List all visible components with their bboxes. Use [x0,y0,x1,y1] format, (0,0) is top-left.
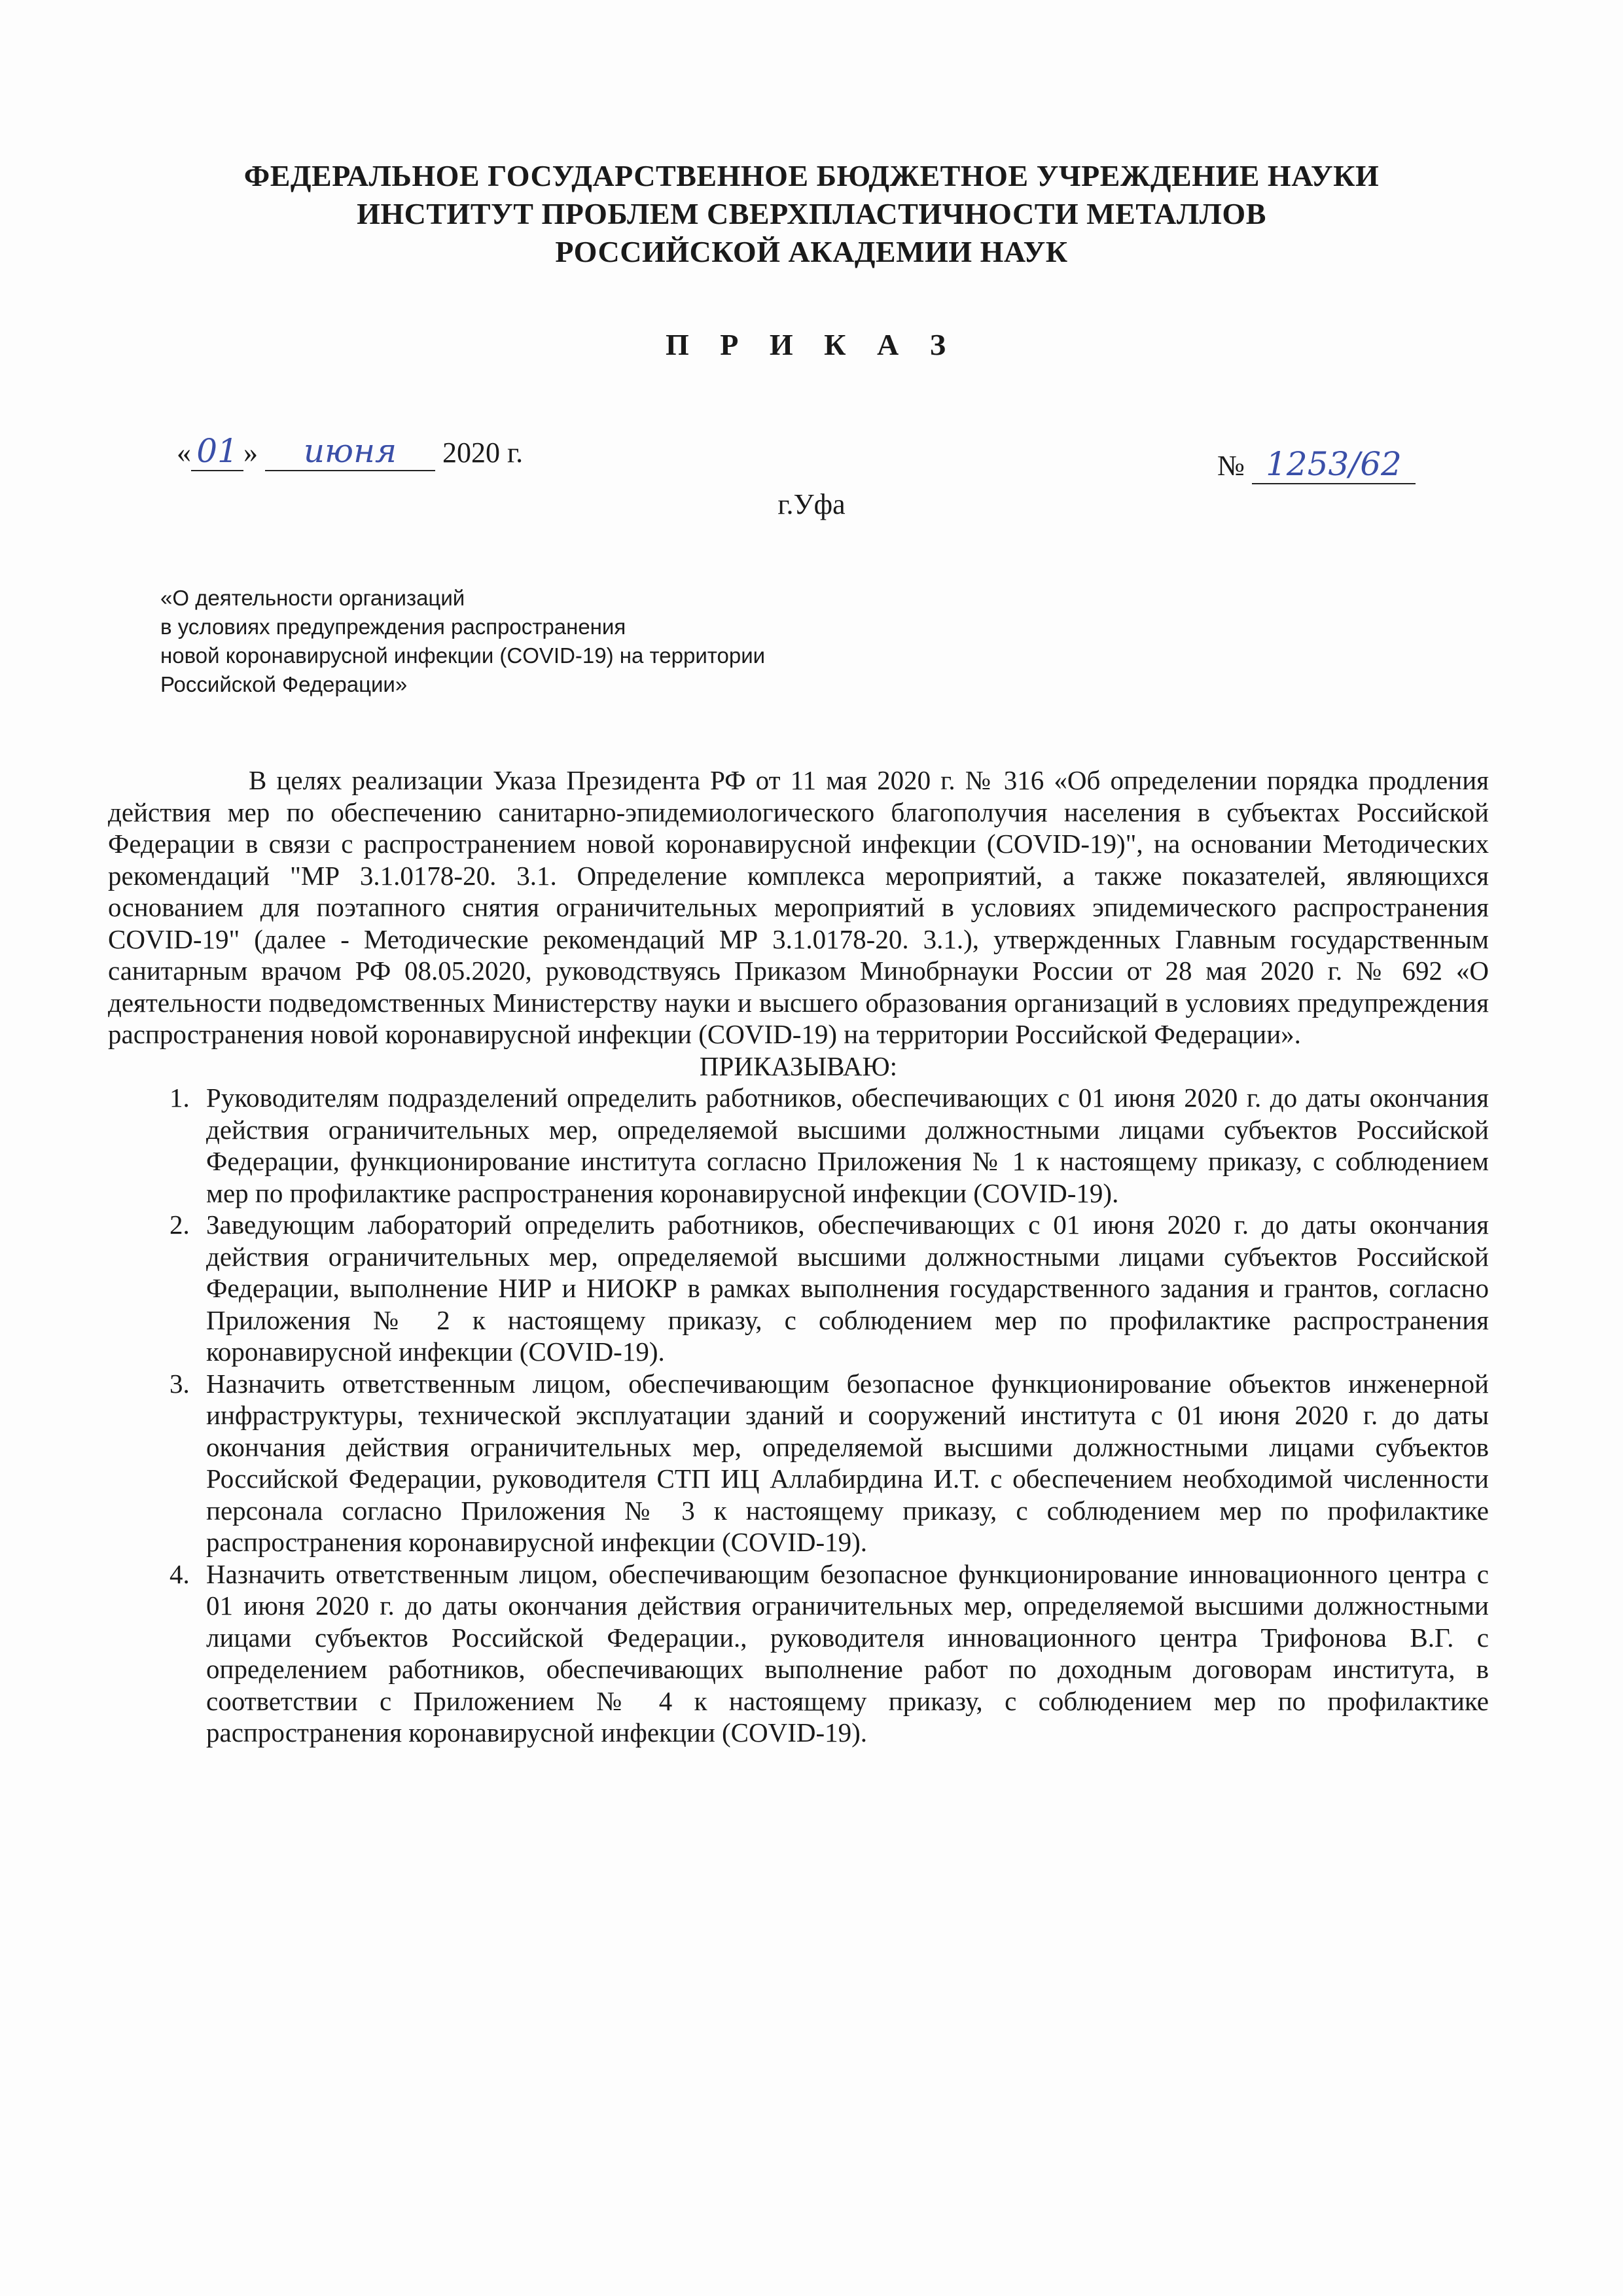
order-date [177,432,523,471]
date-year: 2020 г. [442,437,524,469]
subject-line-3: новой коронавирусной инфекции (COVID-19) на территории [160,643,766,668]
order-item-4: 4. Назначить ответственным лицом, обеспечивающим безопасное функционирование инновационного центра с 01 июня 2020 г. до даты окончания действия ограничительных мер, определяемой высшими должностными лицами субъектов Российской Федерации., руководителя инновационного центра Трифонова В.Г. с определением работников, обеспечивающих выполнение работ по доходным договорам института, в соответствии с Приложением № 4 к настоящему приказу, с соблюдением мер по профилактике распространения коронавирусной инфекции (COVID-19). [196,1558,1489,1749]
order-item-1: 1. Руководителям подразделений определить работников, обеспечивающих с 01 июня 2020 г. до даты окончания действия ограничительных мер, определяемой высшими должностными лицами субъектов Российской Федерации, функционирование института согласно Приложения № 1 к настоящему приказу, с соблюдением мер по профилактике распространения коронавирусной инфекции (COVID-19). [196,1082,1489,1209]
preamble-paragraph: В целях реализации Указа Президента РФ от 11 мая 2020 г. № 316 «Об определении порядка продления действия мер по обеспечению санитарно-эпидемиологического благополучия населения в субъектах Российской Федерации в связи с распространением новой коронавирусной инфекции (COVID-19)", на основании Методических рекомендаций "МР 3.1.0178-20. 3.1. Определение комплекса мероприятий, а также показателей, являющихся основанием для поэтапного снятия ограничительных мероприятий в условиях эпидемического распространения COVID-19" (далее - Методические рекомендаций МР 3.1.0178-20. 3.1.), утвержденных Главным государственным санитарным врачом РФ 08.05.2020, руководствуясь Приказом Минобрнауки России от 28 мая 2020 г. № 692 «О деятельности подведомственных Министерству науки и высшего образования организаций в условиях предупреждения распространения новой коронавирусной инфекции (COVID-19) на территории Российской Федерации». [108,765,1489,1049]
date-month: июня [265,432,435,471]
city: г.Уфа [777,488,846,520]
number-value: 1253/62 [1252,445,1416,484]
header-line-3: РОССИЙСКОЙ АКАДЕМИИ НАУК [555,235,1068,268]
number-label: № [1217,450,1245,482]
order-word: ПРИКАЗЫВАЮ: [699,1050,898,1081]
subject-line-1: «О деятельности организаций [160,586,465,610]
date-open-quote: « [177,437,191,469]
header-line-1: ФЕДЕРАЛЬНОЕ ГОСУДАРСТВЕННОЕ БЮДЖЕТНОЕ УЧРЕЖДЕНИЕ НАУКИ [243,159,1380,192]
subject-line-2: в условиях предупреждения распространения [160,615,626,639]
date-day: 01 [191,432,243,471]
order-subject [160,584,765,699]
order-number [1217,445,1416,484]
subject-line-4: Российской Федерации» [160,672,408,696]
order-items-list [108,1082,1489,1749]
organization-header [131,157,1492,271]
order-item-3: 3. Назначить ответственным лицом, обеспечивающим безопасное функционирование объектов инженерной инфраструктуры, технической эксплуатации зданий и сооружений института с 01 июня 2020 г. до даты окончания действия ограничительных мер, определяемой высшими должностными лицами субъектов Российской Федерации, руководителя СТП ИЦ Аллабирдина И.Т. с обеспечением необходимой численности персонала согласно Приложения № 3 к настоящему приказу, с соблюдением мер по профилактике распространения коронавирусной инфекции (COVID-19). [196,1368,1489,1558]
date-close-quote: » [243,437,258,469]
header-line-2: ИНСТИТУТ ПРОБЛЕМ СВЕРХПЛАСТИЧНОСТИ МЕТАЛЛОВ [357,197,1266,230]
document-title: П Р И К А З [665,328,957,361]
document-body [108,764,1489,1749]
order-item-2: 2. Заведующим лабораторий определить работников, обеспечивающих с 01 июня 2020 г. до даты окончания действия ограничительных мер, определяемой высшими должностными лицами субъектов Российской Федерации, выполнение НИР и НИОКР в рамках выполнения государственного задания и грантов, согласно Приложения № 2 к настоящему приказу, с соблюдением мер по профилактике распространения коронавирусной инфекции (COVID-19). [196,1209,1489,1368]
